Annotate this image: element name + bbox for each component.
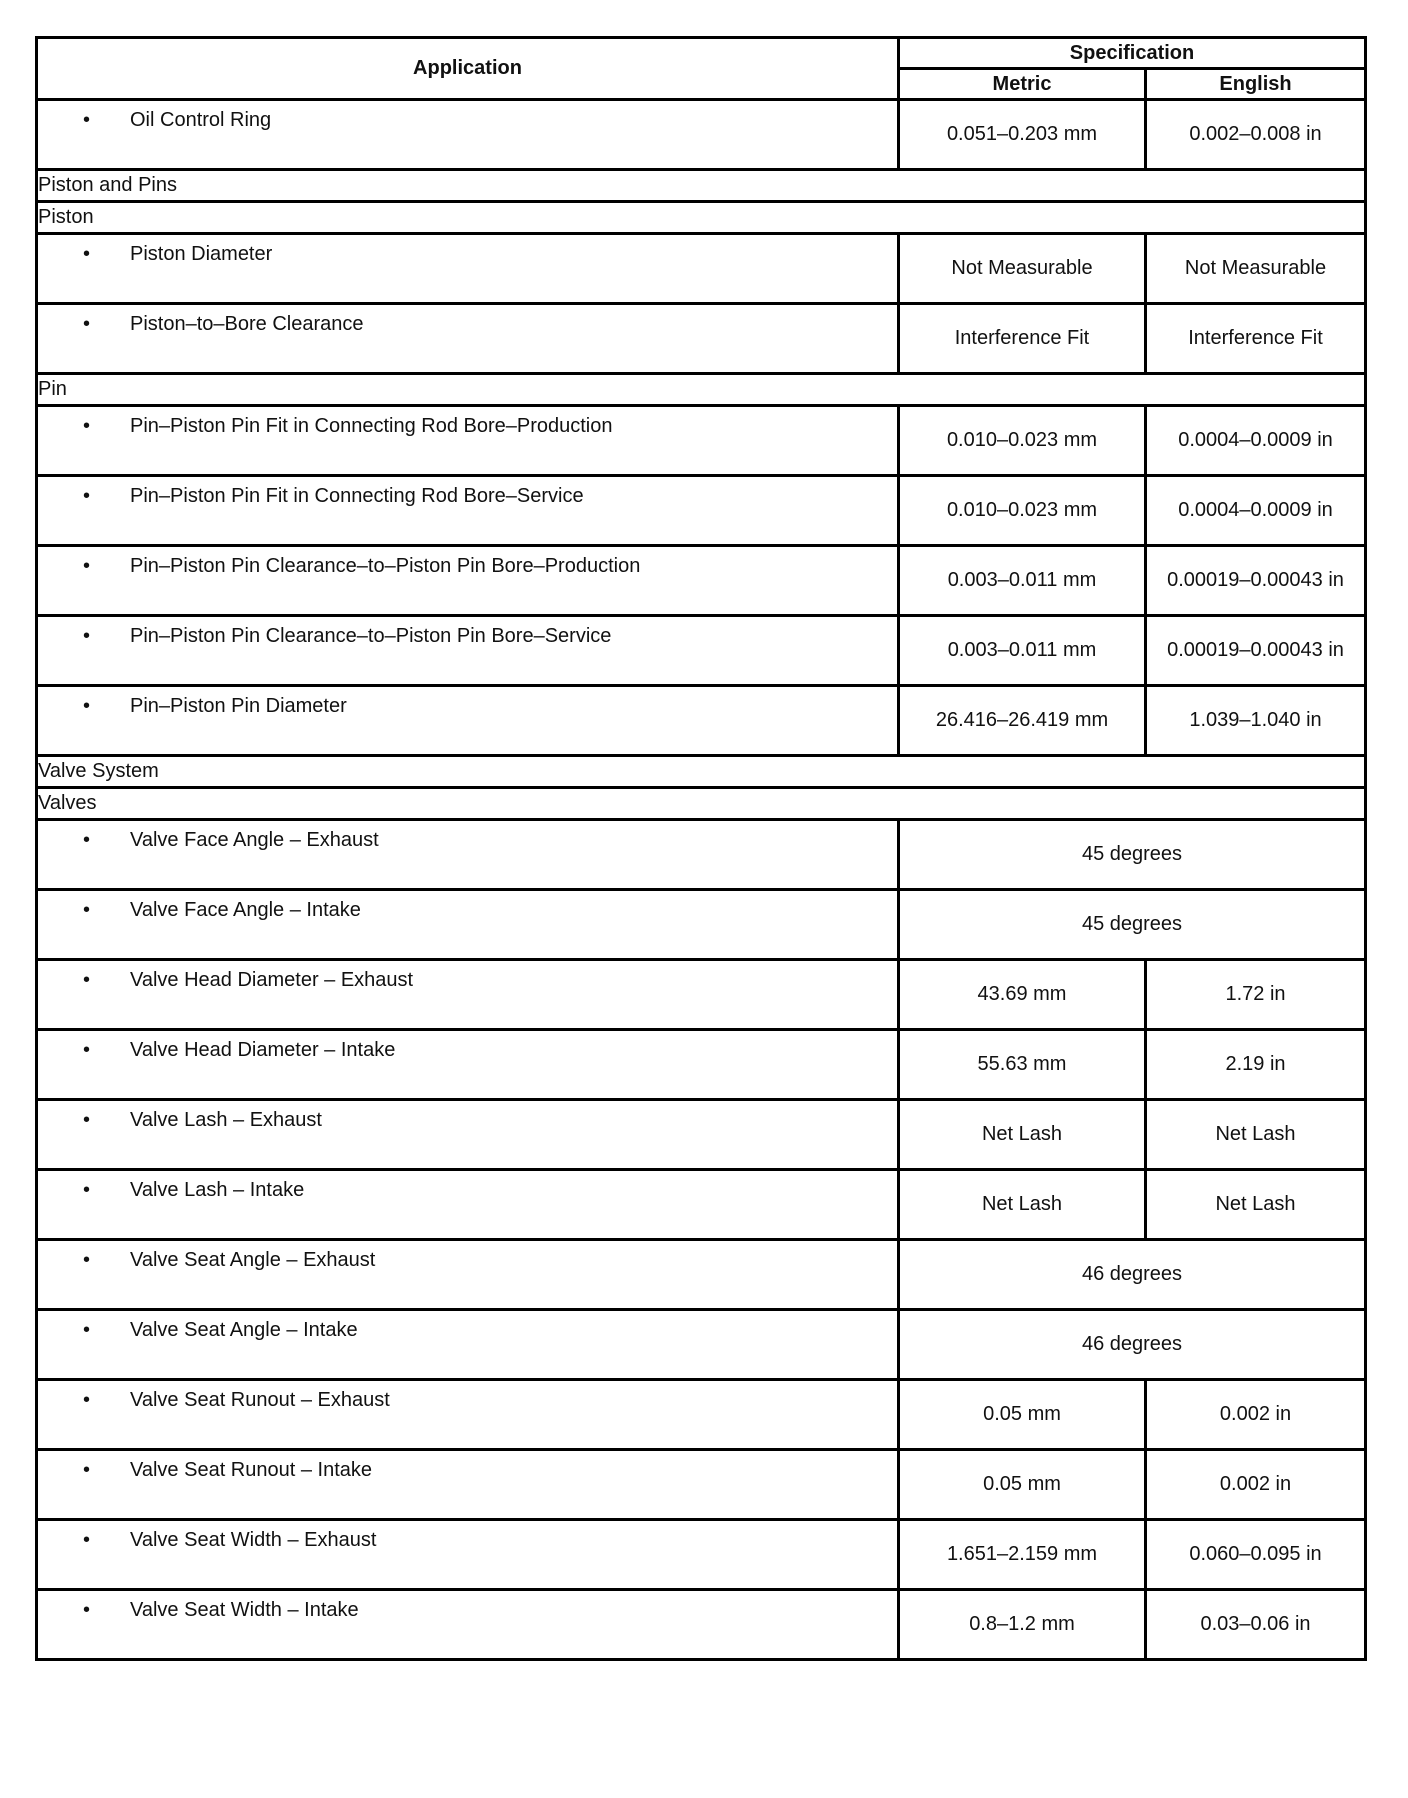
bullet-icon: •	[82, 899, 90, 921]
bullet-icon: •	[82, 1109, 90, 1131]
english-value: 0.00019–0.00043 in	[1146, 546, 1366, 616]
english-value: 0.0004–0.0009 in	[1146, 406, 1366, 476]
bullet-icon: •	[82, 243, 90, 265]
metric-value: 0.05 mm	[899, 1380, 1146, 1450]
bullet-icon: •	[82, 1249, 90, 1271]
header-specification: Specification	[899, 38, 1366, 69]
english-value: 0.0004–0.0009 in	[1146, 476, 1366, 546]
english-value: 0.002–0.008 in	[1146, 100, 1366, 170]
application-label: Valve Lash – Intake	[130, 1179, 305, 1201]
combined-value: 45 degrees	[899, 820, 1366, 890]
application-label: Pin–Piston Pin Clearance–to–Piston Pin Bore–Service	[130, 625, 612, 647]
metric-value: Interference Fit	[899, 304, 1146, 374]
bullet-icon: •	[82, 695, 90, 717]
application-cell	[37, 1100, 899, 1170]
bullet-icon: •	[82, 415, 90, 437]
english-value: 0.060–0.095 in	[1146, 1520, 1366, 1590]
combined-value: 46 degrees	[899, 1240, 1366, 1310]
metric-value: Net Lash	[899, 1100, 1146, 1170]
section-row	[37, 756, 1366, 788]
table-row	[37, 100, 1366, 170]
table-row	[37, 1240, 1366, 1310]
bullet-icon: •	[82, 555, 90, 577]
section-label: Pin	[37, 374, 1366, 406]
metric-value: Net Lash	[899, 1170, 1146, 1240]
spec-body	[37, 100, 1366, 1660]
bullet-icon: •	[82, 625, 90, 647]
bullet-icon: •	[82, 485, 90, 507]
application-label: Valve Seat Angle – Exhaust	[130, 1249, 376, 1271]
bullet-icon: •	[82, 1459, 90, 1481]
metric-value: 0.003–0.011 mm	[899, 616, 1146, 686]
metric-value: 0.010–0.023 mm	[899, 406, 1146, 476]
table-row	[37, 234, 1366, 304]
table-row	[37, 616, 1366, 686]
application-cell	[37, 1380, 899, 1450]
metric-value: 43.69 mm	[899, 960, 1146, 1030]
english-value: 1.72 in	[1146, 960, 1366, 1030]
application-cell	[37, 960, 899, 1030]
metric-value: 0.051–0.203 mm	[899, 100, 1146, 170]
application-cell	[37, 406, 899, 476]
metric-value: 26.416–26.419 mm	[899, 686, 1146, 756]
table-row	[37, 546, 1366, 616]
table-row	[37, 1310, 1366, 1380]
table-row	[37, 1450, 1366, 1520]
bullet-icon: •	[82, 1389, 90, 1411]
application-label: Valve Seat Runout – Exhaust	[130, 1389, 390, 1411]
application-label: Valve Seat Width – Intake	[130, 1599, 359, 1621]
header-metric: Metric	[899, 69, 1146, 100]
metric-value: 55.63 mm	[899, 1030, 1146, 1100]
application-label: Valve Seat Angle – Intake	[130, 1319, 358, 1341]
application-label: Oil Control Ring	[130, 109, 272, 131]
bullet-icon: •	[82, 109, 90, 131]
english-value: 2.19 in	[1146, 1030, 1366, 1100]
section-row	[37, 374, 1366, 406]
section-label: Piston	[37, 202, 1366, 234]
english-value: 1.039–1.040 in	[1146, 686, 1366, 756]
application-label: Valve Head Diameter – Intake	[130, 1039, 396, 1061]
table-row	[37, 1170, 1366, 1240]
english-value: Net Lash	[1146, 1100, 1366, 1170]
application-label: Valve Seat Width – Exhaust	[130, 1529, 377, 1551]
application-label: Valve Face Angle – Exhaust	[130, 829, 379, 851]
bullet-icon: •	[82, 1319, 90, 1341]
metric-value: 1.651–2.159 mm	[899, 1520, 1146, 1590]
bullet-icon: •	[82, 1529, 90, 1551]
application-cell	[37, 1520, 899, 1590]
application-label: Pin–Piston Pin Fit in Connecting Rod Bore–Production	[130, 415, 613, 437]
bullet-icon: •	[82, 969, 90, 991]
table-row	[37, 686, 1366, 756]
english-value: 0.03–0.06 in	[1146, 1590, 1366, 1660]
table-row	[37, 304, 1366, 374]
application-cell	[37, 546, 899, 616]
english-value: Net Lash	[1146, 1170, 1366, 1240]
application-cell	[37, 234, 899, 304]
application-label: Valve Head Diameter – Exhaust	[130, 969, 414, 991]
spec-table	[35, 36, 1367, 1661]
application-cell	[37, 616, 899, 686]
combined-value: 46 degrees	[899, 1310, 1366, 1380]
table-row	[37, 1520, 1366, 1590]
english-value: 0.002 in	[1146, 1450, 1366, 1520]
application-label: Valve Lash – Exhaust	[130, 1109, 322, 1131]
header-english: English	[1146, 69, 1366, 100]
table-row	[37, 1100, 1366, 1170]
metric-value: 0.003–0.011 mm	[899, 546, 1146, 616]
application-cell	[37, 686, 899, 756]
application-cell	[37, 1590, 899, 1660]
application-cell	[37, 476, 899, 546]
metric-value: 0.010–0.023 mm	[899, 476, 1146, 546]
table-row	[37, 890, 1366, 960]
metric-value: 0.8–1.2 mm	[899, 1590, 1146, 1660]
table-row	[37, 1380, 1366, 1450]
table-row	[37, 820, 1366, 890]
application-label: Pin–Piston Pin Clearance–to–Piston Pin Bore–Production	[130, 555, 641, 577]
bullet-icon: •	[82, 1039, 90, 1061]
bullet-icon: •	[82, 313, 90, 335]
english-value: 0.002 in	[1146, 1380, 1366, 1450]
table-row	[37, 1590, 1366, 1660]
header-application: Application	[37, 38, 899, 100]
application-cell	[37, 304, 899, 374]
section-row	[37, 788, 1366, 820]
section-label: Piston and Pins	[37, 170, 1366, 202]
application-label: Valve Face Angle – Intake	[130, 899, 361, 921]
application-label: Piston Diameter	[130, 243, 273, 265]
section-label: Valve System	[37, 756, 1366, 788]
bullet-icon: •	[82, 1599, 90, 1621]
english-value: Interference Fit	[1146, 304, 1366, 374]
metric-value: 0.05 mm	[899, 1450, 1146, 1520]
combined-value: 45 degrees	[899, 890, 1366, 960]
application-cell	[37, 1310, 899, 1380]
section-row	[37, 170, 1366, 202]
application-label: Pin–Piston Pin Diameter	[130, 695, 347, 717]
application-cell	[37, 1450, 899, 1520]
bullet-icon: •	[82, 1179, 90, 1201]
table-row	[37, 1030, 1366, 1100]
table-row	[37, 960, 1366, 1030]
bullet-icon: •	[82, 829, 90, 851]
application-cell	[37, 100, 899, 170]
application-cell	[37, 1240, 899, 1310]
application-cell	[37, 1030, 899, 1100]
section-label: Valves	[37, 788, 1366, 820]
application-cell	[37, 890, 899, 960]
english-value: 0.00019–0.00043 in	[1146, 616, 1366, 686]
application-cell	[37, 820, 899, 890]
application-label: Valve Seat Runout – Intake	[130, 1459, 373, 1481]
table-row	[37, 476, 1366, 546]
application-label: Piston–to–Bore Clearance	[130, 313, 364, 335]
table-row	[37, 406, 1366, 476]
application-cell	[37, 1170, 899, 1240]
application-label: Pin–Piston Pin Fit in Connecting Rod Bore–Service	[130, 485, 584, 507]
english-value: Not Measurable	[1146, 234, 1366, 304]
metric-value: Not Measurable	[899, 234, 1146, 304]
section-row	[37, 202, 1366, 234]
